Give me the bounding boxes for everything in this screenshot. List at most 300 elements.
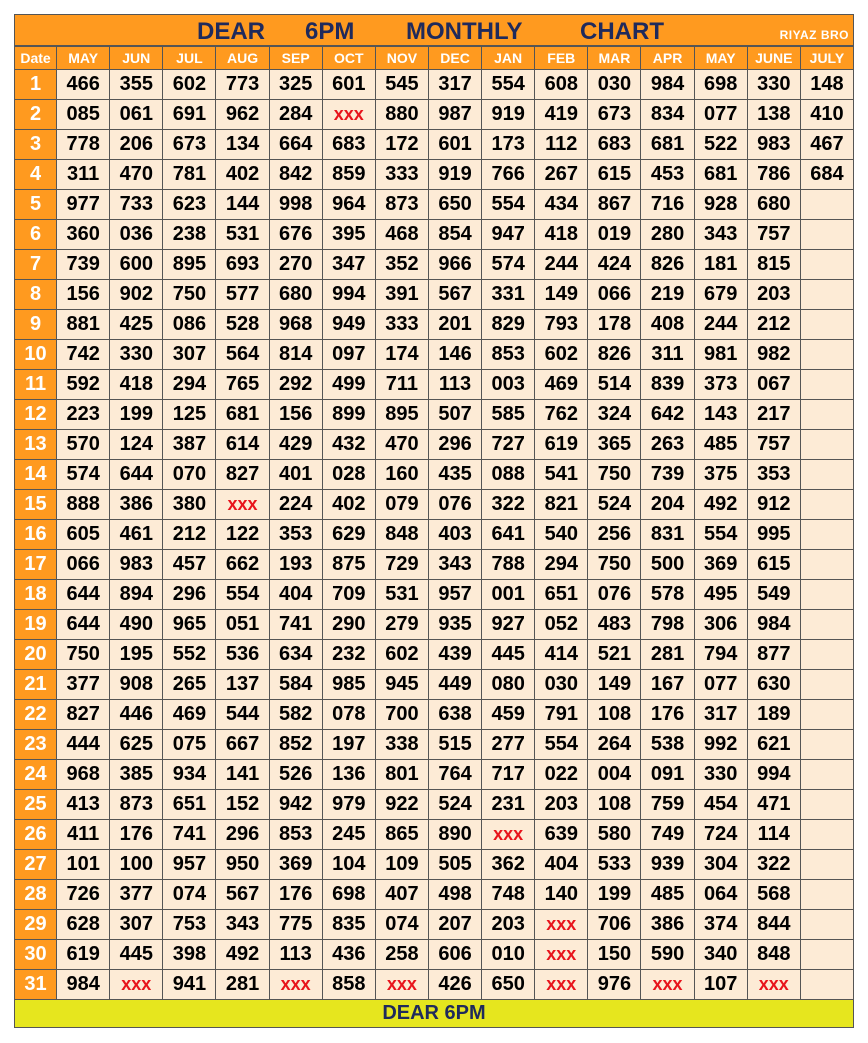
result-cell: 137 — [216, 670, 269, 700]
result-cell: 304 — [694, 850, 747, 880]
result-cell: 307 — [110, 910, 163, 940]
result-cell: 362 — [482, 850, 535, 880]
result-cell: 395 — [322, 220, 375, 250]
result-cell: 614 — [216, 430, 269, 460]
result-cell: 621 — [747, 730, 800, 760]
result-cell: 526 — [269, 760, 322, 790]
result-cell: 469 — [163, 700, 216, 730]
result-cell: 934 — [163, 760, 216, 790]
result-cell: 445 — [482, 640, 535, 670]
result-cell: 947 — [482, 220, 535, 250]
table-row — [15, 430, 854, 460]
date-cell: 25 — [15, 790, 57, 820]
result-cell: 461 — [110, 520, 163, 550]
result-cell: 821 — [535, 490, 588, 520]
result-cell: 003 — [482, 370, 535, 400]
month-column-header: JULY — [800, 47, 853, 70]
result-cell: 679 — [694, 280, 747, 310]
empty-cell — [800, 400, 853, 430]
result-cell: 788 — [482, 550, 535, 580]
result-cell: 352 — [375, 250, 428, 280]
date-cell: 14 — [15, 460, 57, 490]
result-cell: 505 — [428, 850, 481, 880]
month-column-header: JUNE — [747, 47, 800, 70]
month-column-header: OCT — [322, 47, 375, 70]
result-cell: 853 — [482, 340, 535, 370]
result-cell: 296 — [216, 820, 269, 850]
result-cell: 064 — [694, 880, 747, 910]
result-cell: 965 — [163, 610, 216, 640]
title-word-chart: CHART — [580, 18, 664, 45]
result-cell: 325 — [269, 70, 322, 100]
result-cell: 201 — [428, 310, 481, 340]
result-cell: 435 — [428, 460, 481, 490]
table-row — [15, 100, 854, 130]
result-cell: 377 — [57, 670, 110, 700]
date-cell: 11 — [15, 370, 57, 400]
result-cell: 425 — [110, 310, 163, 340]
date-cell: 4 — [15, 160, 57, 190]
result-cell: 499 — [322, 370, 375, 400]
table-row — [15, 160, 854, 190]
empty-cell — [800, 550, 853, 580]
month-column-header: DEC — [428, 47, 481, 70]
result-cell: 644 — [110, 460, 163, 490]
result-cell: 899 — [322, 400, 375, 430]
result-cell: 467 — [800, 130, 853, 160]
result-cell: 028 — [322, 460, 375, 490]
result-cell: 541 — [535, 460, 588, 490]
result-cell: 749 — [641, 820, 694, 850]
date-cell: 1 — [15, 70, 57, 100]
empty-cell — [800, 280, 853, 310]
result-cell: 775 — [269, 910, 322, 940]
result-cell: 114 — [747, 820, 800, 850]
result-cell: 983 — [110, 550, 163, 580]
result-cell: 544 — [216, 700, 269, 730]
empty-cell — [800, 610, 853, 640]
result-cell: 492 — [694, 490, 747, 520]
result-cell: 531 — [375, 580, 428, 610]
result-cell: 979 — [322, 790, 375, 820]
result-cell: 605 — [57, 520, 110, 550]
result-cell: 074 — [163, 880, 216, 910]
result-cell: 408 — [641, 310, 694, 340]
empty-cell — [800, 640, 853, 670]
result-cell: 067 — [747, 370, 800, 400]
result-cell: 469 — [535, 370, 588, 400]
result-cell: 279 — [375, 610, 428, 640]
empty-cell — [800, 670, 853, 700]
result-cell: 567 — [216, 880, 269, 910]
result-cell: 662 — [216, 550, 269, 580]
result-cell: 322 — [482, 490, 535, 520]
result-cell: 639 — [535, 820, 588, 850]
result-cell: 181 — [694, 250, 747, 280]
date-cell: 27 — [15, 850, 57, 880]
result-cell: 410 — [800, 100, 853, 130]
result-cell: 514 — [588, 370, 641, 400]
result-cell: 908 — [110, 670, 163, 700]
result-cell: 602 — [375, 640, 428, 670]
result-cell: 684 — [800, 160, 853, 190]
result-cell: 471 — [747, 790, 800, 820]
empty-cell — [800, 850, 853, 880]
result-cell: 992 — [694, 730, 747, 760]
month-column-header: MAR — [588, 47, 641, 70]
result-cell: 353 — [269, 520, 322, 550]
result-cell: 764 — [428, 760, 481, 790]
result-cell: 203 — [482, 910, 535, 940]
result-cell: 644 — [57, 610, 110, 640]
result-cell: 173 — [482, 130, 535, 160]
result-cell: 615 — [747, 550, 800, 580]
result-cell: 781 — [163, 160, 216, 190]
result-cell: 267 — [535, 160, 588, 190]
result-cell: 664 — [269, 130, 322, 160]
result-cell: 531 — [216, 220, 269, 250]
result-cell: 085 — [57, 100, 110, 130]
result-cell: 490 — [110, 610, 163, 640]
empty-cell — [800, 970, 853, 1000]
result-cell: 066 — [588, 280, 641, 310]
empty-cell — [800, 730, 853, 760]
result-cell: 148 — [800, 70, 853, 100]
result-cell: 292 — [269, 370, 322, 400]
result-cell: 373 — [694, 370, 747, 400]
result-cell: 815 — [747, 250, 800, 280]
empty-cell — [800, 910, 853, 940]
result-cell: 630 — [747, 670, 800, 700]
result-cell: 651 — [535, 580, 588, 610]
result-cell: 957 — [428, 580, 481, 610]
table-row — [15, 400, 854, 430]
table-row — [15, 880, 854, 910]
result-cell: 418 — [535, 220, 588, 250]
missing-result-cell: xxx — [535, 940, 588, 970]
result-cell: 554 — [216, 580, 269, 610]
result-cell: 875 — [322, 550, 375, 580]
result-cell: 600 — [110, 250, 163, 280]
month-column-header: SEP — [269, 47, 322, 70]
result-cell: 709 — [322, 580, 375, 610]
result-cell: 650 — [428, 190, 481, 220]
result-cell: 030 — [588, 70, 641, 100]
date-cell: 26 — [15, 820, 57, 850]
result-cell: 124 — [110, 430, 163, 460]
result-cell: 759 — [641, 790, 694, 820]
result-cell: 156 — [57, 280, 110, 310]
result-cell: 426 — [428, 970, 481, 1000]
result-cell: 984 — [641, 70, 694, 100]
result-cell: 750 — [588, 550, 641, 580]
result-cell: 623 — [163, 190, 216, 220]
table-row — [15, 760, 854, 790]
result-cell: 022 — [535, 760, 588, 790]
result-cell: 867 — [588, 190, 641, 220]
result-cell: 601 — [428, 130, 481, 160]
result-cell: 203 — [535, 790, 588, 820]
result-cell: 232 — [322, 640, 375, 670]
result-cell: 773 — [216, 70, 269, 100]
result-cell: 964 — [322, 190, 375, 220]
result-cell: 330 — [747, 70, 800, 100]
result-cell: 189 — [747, 700, 800, 730]
table-row — [15, 310, 854, 340]
date-cell: 19 — [15, 610, 57, 640]
result-cell: 962 — [216, 100, 269, 130]
result-cell: 794 — [694, 640, 747, 670]
result-cell: 528 — [216, 310, 269, 340]
result-cell: 945 — [375, 670, 428, 700]
result-cell: 750 — [163, 280, 216, 310]
result-cell: 826 — [641, 250, 694, 280]
result-cell: 602 — [163, 70, 216, 100]
result-cell: 540 — [535, 520, 588, 550]
result-cell: 453 — [641, 160, 694, 190]
result-cell: 150 — [588, 940, 641, 970]
result-cell: 256 — [588, 520, 641, 550]
result-cell: 853 — [269, 820, 322, 850]
result-cell: 750 — [588, 460, 641, 490]
result-cell: 136 — [322, 760, 375, 790]
result-cell: 515 — [428, 730, 481, 760]
result-cell: 051 — [216, 610, 269, 640]
result-cell: 827 — [216, 460, 269, 490]
result-cell: 854 — [428, 220, 481, 250]
result-cell: 380 — [163, 490, 216, 520]
result-cell: 984 — [747, 610, 800, 640]
result-cell: 681 — [216, 400, 269, 430]
result-cell: 733 — [110, 190, 163, 220]
month-column-header: JAN — [482, 47, 535, 70]
result-cell: 881 — [57, 310, 110, 340]
title-word-monthly: MONTHLY — [406, 18, 523, 45]
table-row — [15, 220, 854, 250]
result-cell: 197 — [322, 730, 375, 760]
result-cell: 628 — [57, 910, 110, 940]
result-cell: 831 — [641, 520, 694, 550]
empty-cell — [800, 190, 853, 220]
chart-title-bar — [14, 14, 854, 46]
result-cell: 680 — [269, 280, 322, 310]
result-cell: 338 — [375, 730, 428, 760]
result-cell: 270 — [269, 250, 322, 280]
result-cell: 459 — [482, 700, 535, 730]
result-cell: 245 — [322, 820, 375, 850]
result-cell: 577 — [216, 280, 269, 310]
empty-cell — [800, 490, 853, 520]
result-cell: 343 — [216, 910, 269, 940]
result-cell: 742 — [57, 340, 110, 370]
result-cell: 922 — [375, 790, 428, 820]
result-cell: 729 — [375, 550, 428, 580]
result-cell: 691 — [163, 100, 216, 130]
result-cell: 333 — [375, 310, 428, 340]
result-cell: 238 — [163, 220, 216, 250]
result-cell: 848 — [747, 940, 800, 970]
table-row — [15, 280, 854, 310]
result-cell: 386 — [641, 910, 694, 940]
result-cell: 673 — [163, 130, 216, 160]
empty-cell — [800, 790, 853, 820]
table-row — [15, 370, 854, 400]
result-cell: 757 — [747, 430, 800, 460]
result-cell: 149 — [588, 670, 641, 700]
result-cell: 727 — [482, 430, 535, 460]
empty-cell — [800, 220, 853, 250]
table-row — [15, 130, 854, 160]
result-cell: 296 — [428, 430, 481, 460]
result-cell: 097 — [322, 340, 375, 370]
date-cell: 6 — [15, 220, 57, 250]
result-cell: 429 — [269, 430, 322, 460]
result-cell: 995 — [747, 520, 800, 550]
result-cell: 204 — [641, 490, 694, 520]
table-row — [15, 70, 854, 100]
date-cell: 22 — [15, 700, 57, 730]
result-cell: 030 — [535, 670, 588, 700]
empty-cell — [800, 700, 853, 730]
missing-result-cell: xxx — [322, 100, 375, 130]
result-cell: 468 — [375, 220, 428, 250]
result-cell: 134 — [216, 130, 269, 160]
result-cell: 331 — [482, 280, 535, 310]
result-cell: 075 — [163, 730, 216, 760]
result-cell: 495 — [694, 580, 747, 610]
date-cell: 15 — [15, 490, 57, 520]
result-cell: 873 — [375, 190, 428, 220]
result-cell: 061 — [110, 100, 163, 130]
result-cell: 521 — [588, 640, 641, 670]
result-cell: 673 — [588, 100, 641, 130]
missing-result-cell: xxx — [216, 490, 269, 520]
result-cell: 149 — [535, 280, 588, 310]
result-cell: 580 — [588, 820, 641, 850]
result-cell: 203 — [747, 280, 800, 310]
result-cell: 549 — [747, 580, 800, 610]
result-cell: 941 — [163, 970, 216, 1000]
result-cell: 895 — [375, 400, 428, 430]
result-cell: 987 — [428, 100, 481, 130]
result-cell: 414 — [535, 640, 588, 670]
empty-cell — [800, 430, 853, 460]
result-cell: 753 — [163, 910, 216, 940]
table-row — [15, 580, 854, 610]
result-cell: 244 — [535, 250, 588, 280]
result-cell: 492 — [216, 940, 269, 970]
result-cell: 538 — [641, 730, 694, 760]
result-cell: 470 — [110, 160, 163, 190]
result-cell: 195 — [110, 640, 163, 670]
result-cell: 748 — [482, 880, 535, 910]
result-cell: 814 — [269, 340, 322, 370]
result-cell: 483 — [588, 610, 641, 640]
result-cell: 070 — [163, 460, 216, 490]
result-cell: 355 — [110, 70, 163, 100]
empty-cell — [800, 370, 853, 400]
month-column-header: JUN — [110, 47, 163, 70]
result-cell: 466 — [57, 70, 110, 100]
result-cell: 290 — [322, 610, 375, 640]
result-cell: 608 — [535, 70, 588, 100]
result-cell: 112 — [535, 130, 588, 160]
result-cell: 391 — [375, 280, 428, 310]
result-cell: 206 — [110, 130, 163, 160]
result-cell: 976 — [588, 970, 641, 1000]
result-cell: 413 — [57, 790, 110, 820]
title-word-dear: DEAR — [197, 18, 266, 45]
missing-result-cell: xxx — [482, 820, 535, 850]
date-cell: 2 — [15, 100, 57, 130]
result-cell: 536 — [216, 640, 269, 670]
result-cell: 984 — [57, 970, 110, 1000]
result-cell: 619 — [535, 430, 588, 460]
result-cell: 369 — [694, 550, 747, 580]
result-cell: 982 — [747, 340, 800, 370]
result-cell: 108 — [588, 790, 641, 820]
result-cell: 554 — [482, 70, 535, 100]
result-cell: 403 — [428, 520, 481, 550]
result-cell: 585 — [482, 400, 535, 430]
result-cell: 101 — [57, 850, 110, 880]
chart-footer: DEAR 6PM — [14, 1000, 854, 1028]
result-cell: 717 — [482, 760, 535, 790]
column-header-row — [15, 47, 854, 70]
date-cell: 18 — [15, 580, 57, 610]
result-cell: 212 — [163, 520, 216, 550]
table-row — [15, 850, 854, 880]
result-cell: 258 — [375, 940, 428, 970]
date-cell: 10 — [15, 340, 57, 370]
empty-cell — [800, 460, 853, 490]
result-cell: 842 — [269, 160, 322, 190]
result-cell: 140 — [535, 880, 588, 910]
result-cell: 700 — [375, 700, 428, 730]
table-row — [15, 550, 854, 580]
result-cell: 281 — [216, 970, 269, 1000]
result-cell: 360 — [57, 220, 110, 250]
result-cell: 457 — [163, 550, 216, 580]
result-cell: 402 — [216, 160, 269, 190]
monthly-chart — [14, 14, 854, 1028]
result-cell: 522 — [694, 130, 747, 160]
result-cell: 582 — [269, 700, 322, 730]
table-row — [15, 460, 854, 490]
missing-result-cell: xxx — [641, 970, 694, 1000]
result-cell: 074 — [375, 910, 428, 940]
result-cell: 152 — [216, 790, 269, 820]
result-cell: 698 — [694, 70, 747, 100]
result-cell: 919 — [428, 160, 481, 190]
result-cell: 844 — [747, 910, 800, 940]
result-cell: 919 — [482, 100, 535, 130]
result-cell: 890 — [428, 820, 481, 850]
result-cell: 619 — [57, 940, 110, 970]
month-column-header: NOV — [375, 47, 428, 70]
empty-cell — [800, 880, 853, 910]
result-cell: 402 — [322, 490, 375, 520]
table-row — [15, 730, 854, 760]
month-column-header: AUG — [216, 47, 269, 70]
result-cell: 343 — [694, 220, 747, 250]
result-cell: 651 — [163, 790, 216, 820]
result-cell: 385 — [110, 760, 163, 790]
date-cell: 21 — [15, 670, 57, 700]
month-column-header: MAY — [694, 47, 747, 70]
result-cell: 644 — [57, 580, 110, 610]
table-row — [15, 490, 854, 520]
